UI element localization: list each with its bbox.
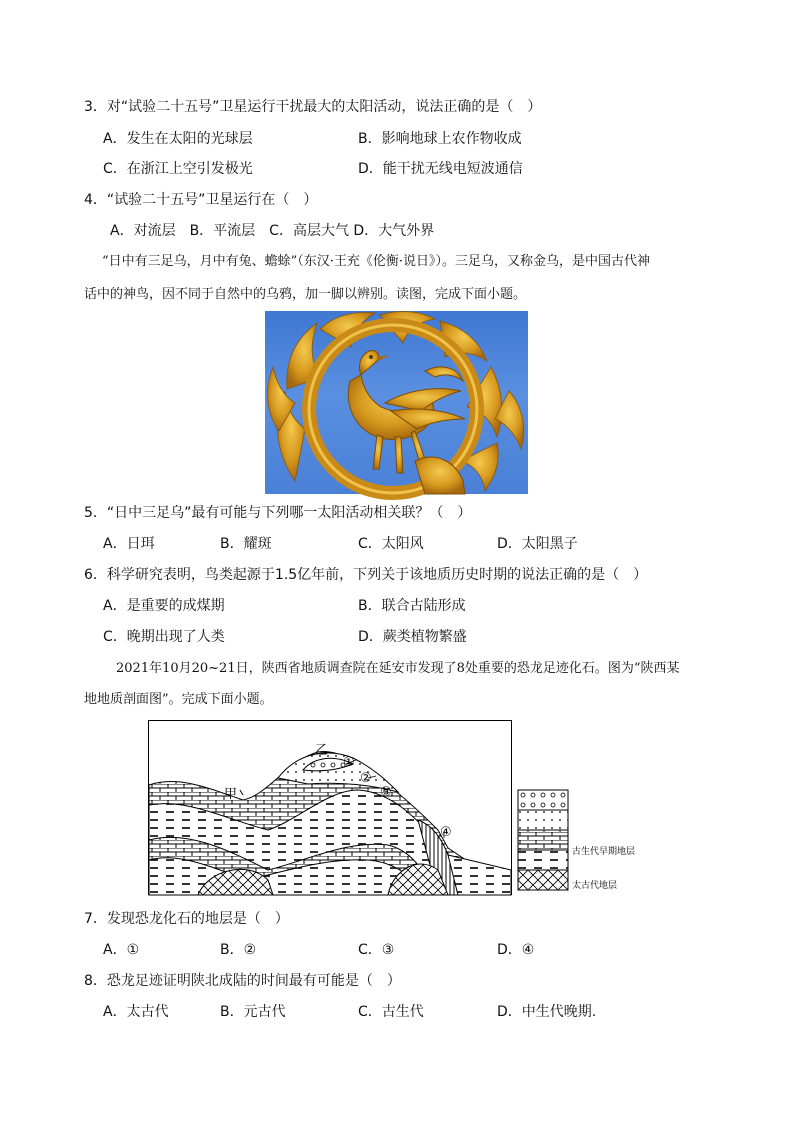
label-jia: 甲 bbox=[224, 787, 238, 802]
three-legged-crow-photo bbox=[265, 311, 528, 494]
passage-2-line-1: 2021年10月20~21日，陕西省地质调查院在延安市发现了8处重要的恐龙足迹化石。图为“陕西某 bbox=[116, 661, 680, 676]
label-3: ③ bbox=[380, 785, 392, 800]
q7-option-c: C．③ bbox=[358, 942, 395, 958]
q6-option-c: C．晚期出现了人类 bbox=[103, 629, 225, 645]
q6-option-b: B．联合古陆形成 bbox=[358, 598, 466, 614]
q5-option-a: A．日珥 bbox=[103, 536, 155, 552]
label-1: ① bbox=[343, 755, 355, 770]
label-2: ② bbox=[360, 771, 372, 786]
q3-option-b: B．影响地球上农作物收成 bbox=[358, 131, 522, 147]
q3-option-d: D．能干扰无线电短波通信 bbox=[358, 161, 523, 177]
q5-option-d: D．太阳黑子 bbox=[497, 536, 578, 552]
question-3-stem: 3．对“试验二十五号”卫星运行干扰最大的太阳活动，说法正确的是（ ） bbox=[84, 99, 542, 115]
q8-option-c: C．古生代 bbox=[358, 1004, 424, 1020]
q4-options: A．对流层 B．平流层 C．高层大气 D．大气外界 bbox=[110, 223, 435, 239]
q5-option-c: C．太阳风 bbox=[358, 536, 424, 552]
q7-option-a: A．① bbox=[103, 942, 140, 958]
question-6-stem: 6．科学研究表明，鸟类起源于1.5亿年前，下列关于该地质历史时期的说法正确的是（ ） bbox=[84, 567, 648, 583]
passage-1-line-2: 话中的神鸟，因不同于自然中的乌鸦，加一脚以辨别。读图，完成下面小题。 bbox=[84, 287, 527, 302]
legend bbox=[518, 790, 635, 891]
q7-option-b: B．② bbox=[220, 942, 257, 958]
q3-option-a: A．发生在太阳的光球层 bbox=[103, 131, 253, 147]
q5-option-b: B．耀斑 bbox=[220, 536, 272, 552]
passage-2-line-2: 地地质剖面图”。完成下面小题。 bbox=[84, 692, 273, 707]
question-5-stem: 5．“日中三足乌”最有可能与下列哪一太阳活动相关联？（ ） bbox=[84, 505, 472, 521]
passage-1-line-1: “日中有三足乌，月中有兔、蟾蜍”（东汉·王充《伦衡·说日》）。三足乌，又称金乌，是中国古代神 bbox=[102, 254, 651, 269]
q6-option-d: D．蕨类植物繁盛 bbox=[358, 629, 467, 645]
golden-sun-bird-icon bbox=[265, 311, 528, 494]
cross-section-svg bbox=[148, 720, 636, 896]
question-7-stem: 7．发现恐龙化石的地层是（ ） bbox=[84, 911, 289, 927]
label-4: ④ bbox=[440, 825, 452, 840]
legend-paleozoic-label: 古生代早期地层 bbox=[572, 847, 636, 857]
q8-option-a: A．太古代 bbox=[103, 1004, 169, 1020]
label-yi: 乙 bbox=[315, 743, 329, 758]
geological-cross-section bbox=[148, 720, 636, 896]
q8-option-b: B．元古代 bbox=[220, 1004, 286, 1020]
q6-option-a: A．是重要的成煤期 bbox=[103, 598, 225, 614]
question-8-stem: 8．恐龙足迹证明陕北成陆的时间最有可能是（ ） bbox=[84, 973, 401, 989]
q3-option-c: C．在浙江上空引发极光 bbox=[103, 161, 253, 177]
q7-option-d: D．④ bbox=[497, 942, 535, 958]
question-4-stem: 4．“试验二十五号”卫星运行在（ ） bbox=[84, 192, 318, 208]
legend-archean-label: 太古代地层 bbox=[572, 881, 618, 891]
q8-option-d: D．中生代晚期. bbox=[497, 1004, 597, 1020]
